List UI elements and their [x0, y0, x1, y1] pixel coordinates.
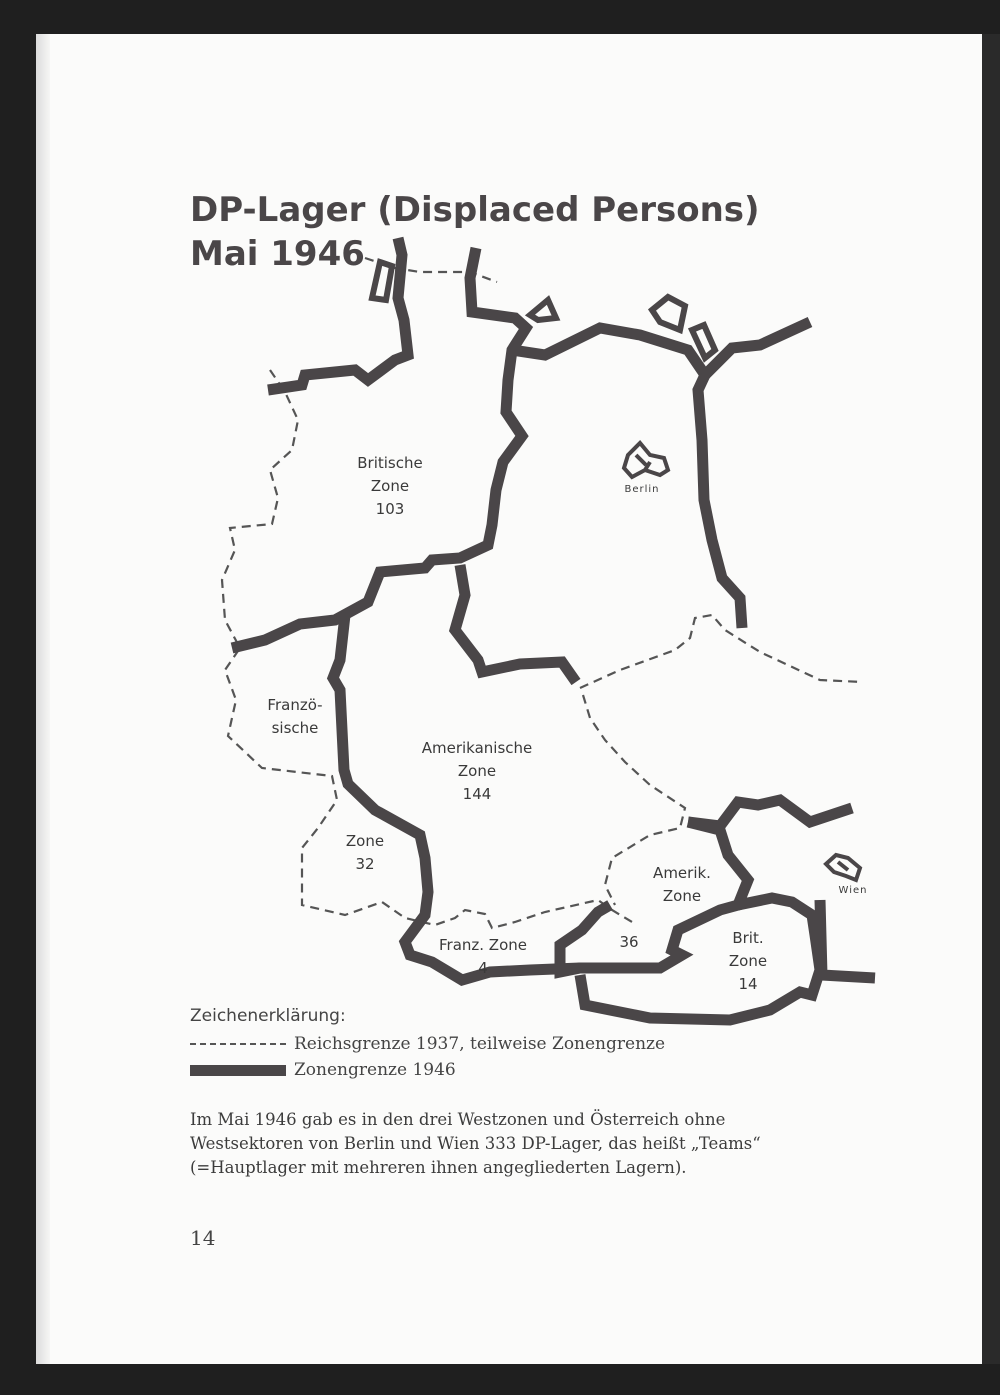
american-austria-line1: Amerik.: [653, 864, 711, 882]
caption-text: Im Mai 1946 gab es in den drei Westzonen und Österreich ohne Westsektoren von Berlin und Wien 333 DP-Lager, das heißt „Teams“ (=Hauptlager mit mehreren ihnen angegliederten Lagern).: [190, 1110, 761, 1177]
legend-dashed-row: [190, 1032, 665, 1056]
american-zone-count: 144: [462, 785, 492, 803]
american-zone-line1: Amerikanische: [421, 739, 533, 757]
legend-dashed-label: Reichsgrenze 1937, teilweise Zonengrenze: [294, 1034, 666, 1054]
legend-solid-label: Zonengrenze 1946: [294, 1060, 456, 1080]
page-number: 14: [190, 1226, 216, 1250]
british-zone-line2: Zone: [370, 477, 410, 495]
american-austria-zone-label: [653, 862, 711, 908]
wien-icon: [826, 855, 860, 880]
british-zone-label: [357, 452, 422, 521]
american-austria-line2: Zone: [662, 887, 702, 905]
border-austria-north: [688, 800, 852, 826]
title-line-1: DP-Lager (Displaced Persons): [190, 190, 760, 230]
french-zone-line2: sische: [271, 719, 319, 737]
border-american-soviet: [455, 565, 576, 682]
title-line-2: Mai 1946: [190, 234, 365, 274]
border-schleswig-coast: [268, 238, 408, 390]
berlin-label: Berlin: [624, 484, 660, 495]
zone-32-line1: Zone: [345, 832, 385, 850]
legend-dashed-symbol: [190, 1043, 286, 1045]
british-zone-line1: Britische: [357, 454, 423, 472]
sylt-island: [372, 262, 392, 300]
wien-label: Wien: [838, 885, 868, 896]
border-baltic-soviet: [512, 322, 810, 375]
legend-solid-symbol: [190, 1065, 286, 1076]
french-austria-count: 4: [478, 959, 488, 977]
ruegen-island: [652, 297, 685, 330]
zone-32-label: [346, 830, 384, 876]
dashed-border-czech: [580, 615, 862, 688]
british-austria-count: 14: [738, 975, 758, 993]
french-zone-line1: Franzö-: [267, 696, 323, 714]
zonengrenze-solid: [232, 238, 875, 1020]
american-zone-label: [422, 737, 533, 806]
american-zone-line2: Zone: [457, 762, 497, 780]
british-austria-line2: Zone: [728, 952, 768, 970]
berlin-icon: [624, 443, 668, 477]
british-austria-zone-label: [729, 927, 767, 996]
french-austria-line1: Franz. Zone: [438, 936, 528, 954]
british-zone-count: 103: [375, 500, 405, 518]
french-austria-zone-label: [439, 934, 527, 980]
british-austria-line1: Brit.: [732, 929, 764, 947]
legend-solid-row: [190, 1058, 456, 1082]
legend-heading: Zeichenerklärung:: [190, 1006, 346, 1026]
border-austria-east: [820, 900, 875, 978]
zone-32-count: 32: [355, 855, 375, 873]
border-poland: [698, 375, 742, 628]
american-austria-count: 36: [619, 933, 639, 951]
french-zone-label: [267, 694, 322, 740]
border-british-soviet: [232, 248, 526, 648]
fehmarn-island: [530, 300, 556, 320]
